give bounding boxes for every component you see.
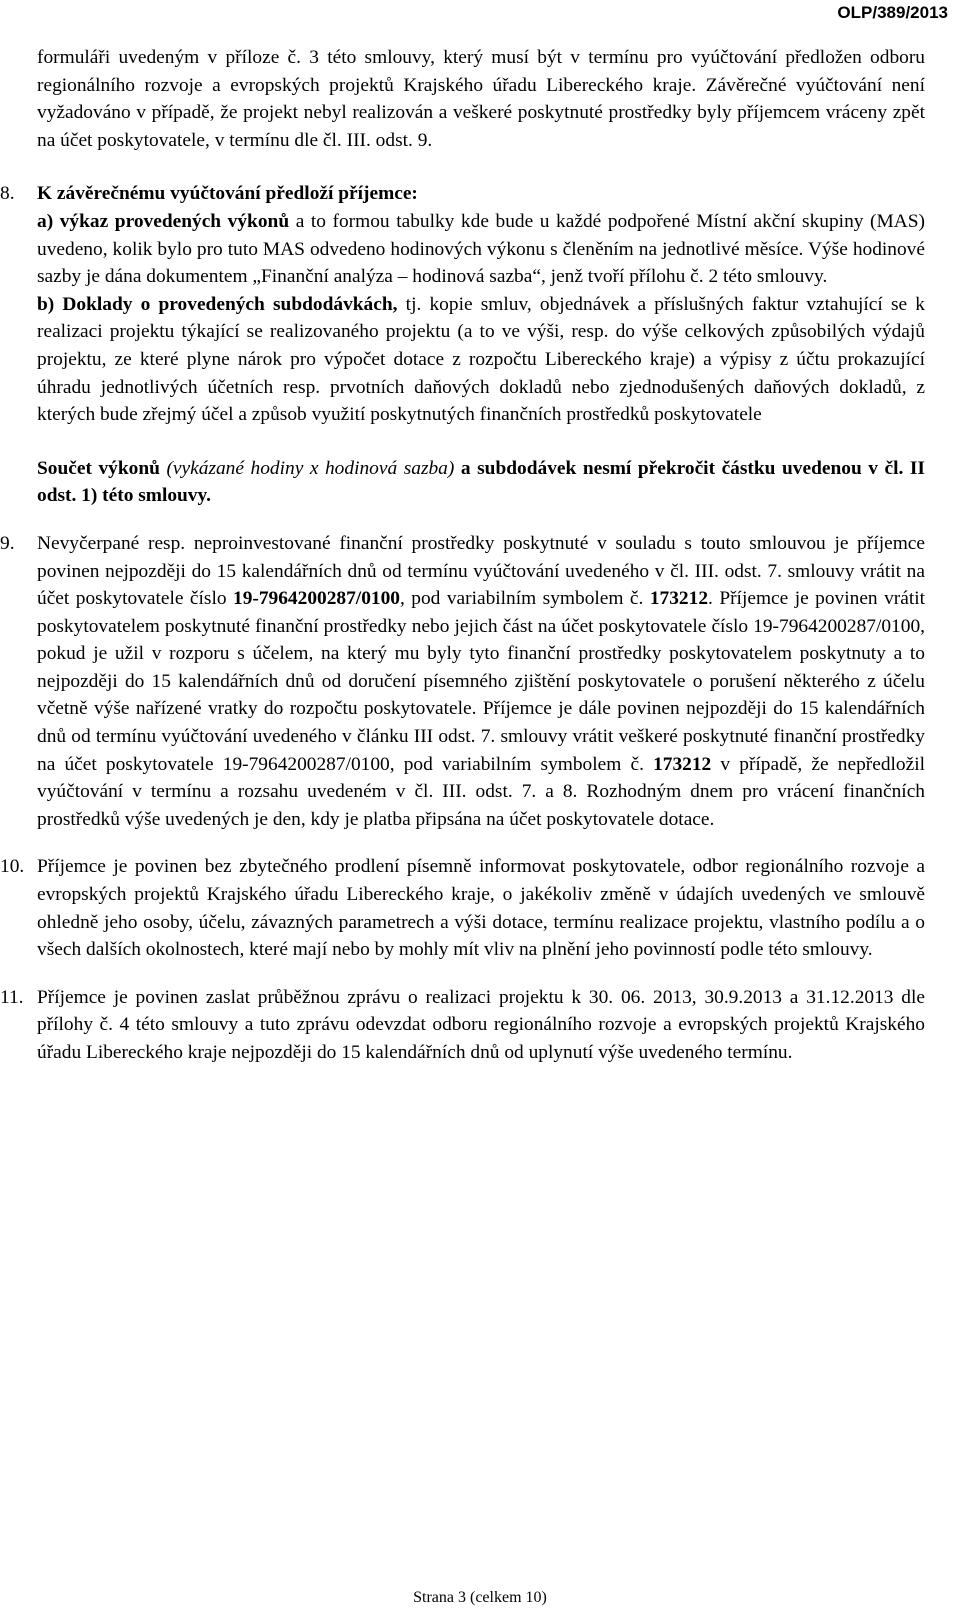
item-b-label: b) Doklady o provedených subdodávkách, xyxy=(37,293,398,315)
section-10 xyxy=(0,853,925,963)
item-a-text: a to formou tabulky kde bude u každé podpořené Místní akční skupiny (MAS) uvedeno, kolik bylo pro tuto MAS odvedeno hodinových výkonu s členěním na jednotlivé měsíce. Výše hodinové sazby je dána dokumentem „Finanční analýza – hodinová sazba“, jenž tvoří přílohu č. 2 této smlouvy. xyxy=(37,210,925,288)
document-body xyxy=(0,44,925,1067)
intro-paragraph: formuláři uvedeným v příloze č. 3 této smlouvy, který musí být v termínu pro vyúčtování předložen odboru regionálního rozvoje a evropských projektů Krajského úřadu Libereckého kraje. Závěrečné vyúčtování není vyžadováno v případě, že projekt nebyl realizován a veškeré poskytnuté prostředky byly příjemcem vráceny zpět na účet poskytovatele, v termínu dle čl. III. odst. 9. xyxy=(37,47,925,151)
section-11-text: Příjemce je povinen zaslat průběžnou zprávu o realizaci projektu k 30. 06. 2013, 30.9.2013 a 31.12.2013 dle přílohy č. 4 této smlouvy a tuto zprávu odevzdat odboru regionálního rozvoje a evropských projektů Krajského úřadu Libereckého kraje nejpozději do 15 kalendářních dnů od uplynutí výše uvedeného termínu. xyxy=(37,986,925,1063)
account-number: 19-7964200287/0100 xyxy=(233,588,400,610)
section-11 xyxy=(0,984,925,1067)
section-10-number: 10. xyxy=(0,856,25,878)
sum-bold-2: a subdodávek nesmí překročit částku uvedenou v čl. II odst. 1) této smlouvy. xyxy=(37,457,925,507)
section-8-item-b xyxy=(37,291,925,429)
section-9-text: Nevyčerpané resp. neproinvestované finanční prostředky poskytnuté v souladu s touto smlouvou je příjemce povinen nejpozději do 15 kalendářních dnů od termínu vyúčtování uvedeného v čl. III. odst. 7. smlouvy vrátit na účet poskytovatele číslo 19-7964200287/0100, pod variabilním symbolem č. 173212. Příjemce je povinen vrátit poskytovatelem poskytnuté finanční prostředky nebo jejich část na účet poskytovatele číslo 19-7964200287/0100, pokud je užil v rozporu s účelem, na který mu byly tyto finanční prostředky poskytovatelem poskytnuty a to nejpozději do 15 kalendářních dnů od doručení písemného zjištění poskytovatele o porušení některého z účelu včetně výše nařízené vratky do rozpočtu poskytovatele. Příjemce je dále povinen nejpozději do 15 kalendářních dnů od termínu vyúčtování uvedeného v článku III odst. 7. smlouvy vrátit veškeré poskytnuté finanční prostředky na účet poskytovatele 19-7964200287/0100, pod variabilním symbolem č. 173212 v případě, že nepředložil vyúčtování v termínu a rozsahu uvedeném v čl. III. odst. 7. a 8. Rozhodným dnem pro vrácení finančních prostředků výše uvedených je den, kdy je platba připsána na účet poskytovatele dotace. xyxy=(37,532,925,830)
item-b-text: tj. kopie smluv, objednávek a příslušných faktur vztahující se k realizaci projektu týkající se realizovaného projektu (a to ve výši, resp. do výše celkových způsobilých výdajů projektu, ze které plyne nárok pro výpočet dotace z rozpočtu Libereckého kraje) a výpisy z účtu prokazující úhradu jednotlivých účetních resp. prvotních daňových dokladů nebo zjednodušených daňových dokladů, z kterých bude zřejmý účel a způsob využití poskytnutých finančních prostředků poskytovatele xyxy=(37,293,925,426)
section-10-text: Příjemce je povinen bez zbytečného prodlení písemně informovat poskytovatele, odbor regionálního rozvoje a evropských projektů Krajského úřadu Libereckého kraje, o jakékoliv změně v údajích uvedených ve smlouvě ohledně jeho osoby, účelu, závazných parametrech a výši dotace, termínu realizace projektu, vlastního podílu a o všech dalších okolnostech, které mají nebo by mohly mít vliv na plnění jeho povinností podle této smlouvy. xyxy=(37,856,925,961)
section-9-number: 9. xyxy=(0,532,15,554)
section-8-sum-limit xyxy=(37,455,925,510)
page-footer: Strana 3 (celkem 10) xyxy=(413,1589,547,1606)
section-8 xyxy=(0,180,925,510)
variable-symbol-2: 173212 xyxy=(653,753,712,775)
section-8-heading: K závěrečnému vyúčtování předloží příjemce: xyxy=(37,183,418,205)
section-11-number: 11. xyxy=(0,986,24,1008)
sum-bold-1: Součet výkonů xyxy=(37,457,160,479)
document-id: OLP/389/2013 xyxy=(837,3,948,22)
sum-italic: (vykázané hodiny x hodinová sazba) xyxy=(166,457,455,479)
variable-symbol: 173212 xyxy=(649,588,709,610)
section-8-item-a xyxy=(37,208,925,291)
section-8-number: 8. xyxy=(0,183,15,205)
section-9 xyxy=(0,530,925,834)
item-a-label: a) výkaz provedených výkonů xyxy=(37,210,290,232)
